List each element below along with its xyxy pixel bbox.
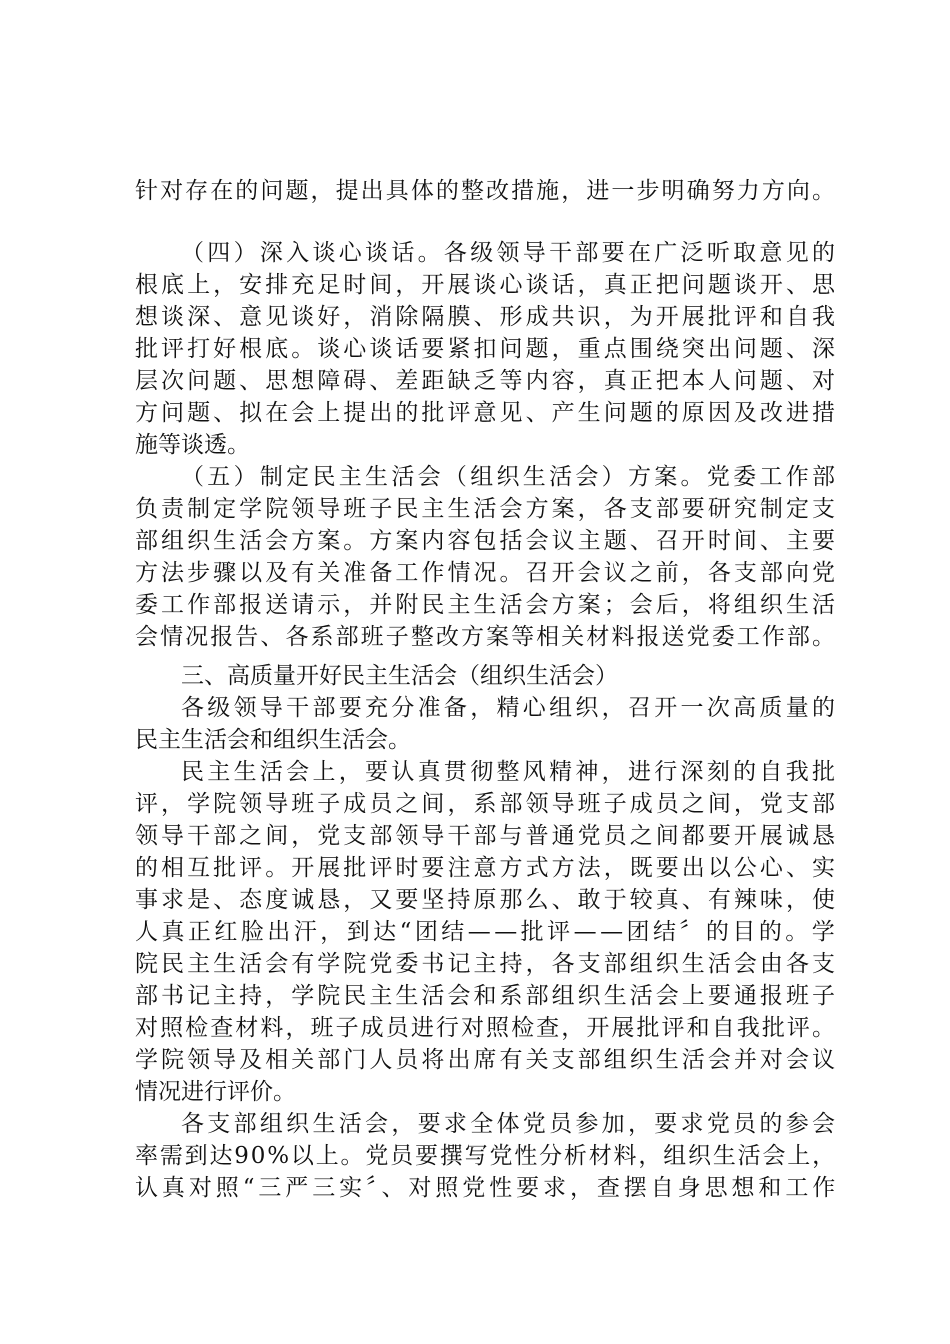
text-line: 民主生活会和组织生活会。 xyxy=(135,727,411,753)
text-line: 负责制定学院领导班子民主生活会方案，各支部要研究制定支 xyxy=(135,496,839,522)
text-line: 情况进行评价。 xyxy=(135,1079,296,1105)
text-line: 会情况报告、各系部班子整改方案等相关材料报送党委工作部。 xyxy=(135,624,838,650)
text-line: 评，学院领导班子成员之间，系部领导班子成员之间，党支部 xyxy=(135,791,839,817)
text-line: 对照检查材料，班子成员进行对照检查，开展批评和自我批评。 xyxy=(135,1015,838,1041)
section-heading: 三、高质量开好民主生活会（组织生活会） xyxy=(181,663,618,689)
text-line: 批评打好根底。谈心谈话要紧扣问题，重点围绕突出问题、深 xyxy=(135,336,839,362)
text-line: 院民主生活会有学院党委书记主持，各支部组织生活会由各支 xyxy=(135,951,839,977)
text-line: 施等谈透。 xyxy=(135,432,250,458)
text-line: 部书记主持，学院民主生活会和系部组织生活会上要通报班子 xyxy=(135,983,839,1009)
text-line: 学院领导及相关部门人员将出席有关支部组织生活会并对会议 xyxy=(135,1047,839,1073)
text-line: 民主生活会上，要认真贯彻整风精神，进行深刻的自我批 xyxy=(181,759,839,785)
text-line: 想谈深、意见谈好，消除隔膜、形成共识，为开展批评和自我 xyxy=(135,304,839,330)
text-line: 针对存在的问题，提出具体的整改措施，进一步明确努力方向。 xyxy=(135,178,838,204)
text-line: 根底上，安排充足时间，开展谈心谈话，真正把问题谈开、思 xyxy=(135,272,839,298)
text-line: 部组织生活会方案。方案内容包括会议主题、召开时间、主要 xyxy=(135,528,839,554)
text-line: 的相互批评。开展批评时要注意方式方法，既要出以公心、实 xyxy=(135,855,839,881)
text-line: （五）制定民主生活会（组织生活会）方案。党委工作部 xyxy=(181,464,839,490)
text-line: 委工作部报送请示，并附民主生活会方案；会后，将组织生活 xyxy=(135,592,839,618)
text-line: 方问题、拟在会上提出的批评意见、产生问题的原因及改进措 xyxy=(135,400,839,426)
text-line: （四）深入谈心谈话。各级领导干部要在广泛听取意见的 xyxy=(181,240,839,266)
text-line: 层次问题、思想障碍、差距缺乏等内容，真正把本人问题、对 xyxy=(135,368,839,394)
text-line: 事求是、态度诚恳，又要坚持原那么、敢于较真、有辣味，使 xyxy=(135,887,839,913)
text-line: 方法步骤以及有关准备工作情况。召开会议之前，各支部向党 xyxy=(135,560,839,586)
text-line: 各支部组织生活会，要求全体党员参加，要求党员的参会 xyxy=(181,1111,839,1137)
text-line: 领导干部之间，党支部领导干部与普通党员之间都要开展诚恳 xyxy=(135,823,839,849)
text-line: 率需到达90%以上。党员要撰写党性分析材料，组织生活会上， xyxy=(135,1143,837,1169)
text-line: 人真正红脸出汗，到达“团结——批评——团结〞的目的。学 xyxy=(135,919,839,945)
text-line: 各级领导干部要充分准备，精心组织，召开一次高质量的 xyxy=(181,695,839,721)
text-line: 认真对照“三严三实〞、对照党性要求，查摆自身思想和工作 xyxy=(135,1175,840,1201)
